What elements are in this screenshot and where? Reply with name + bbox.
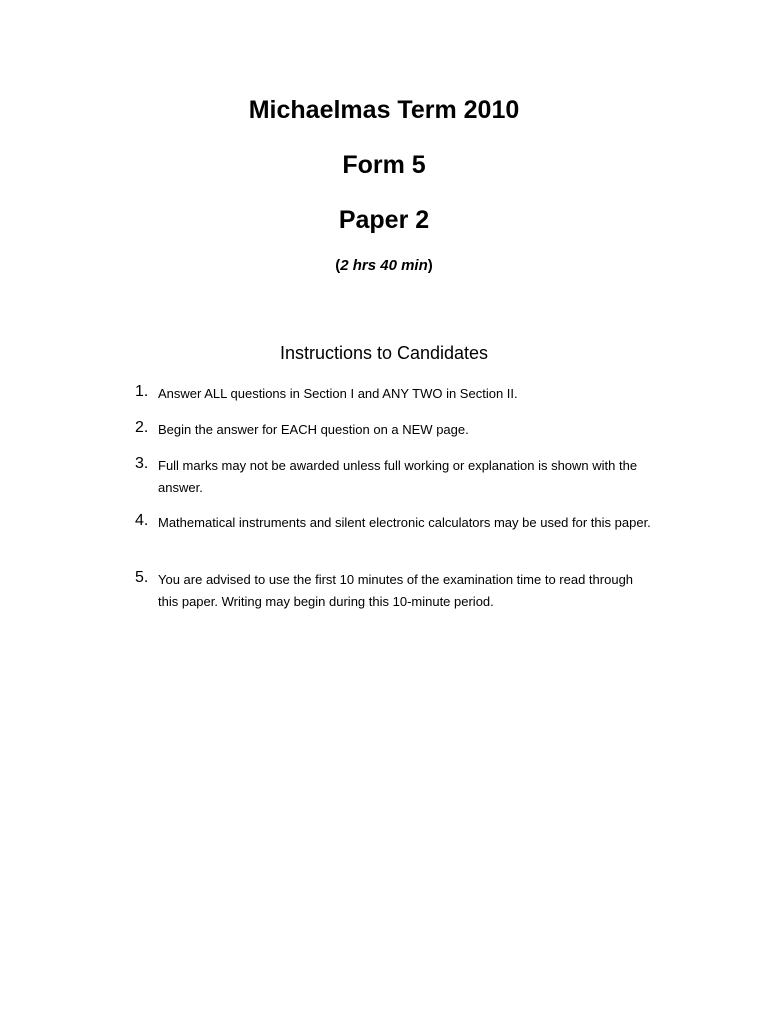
instruction-number: 3. — [135, 455, 149, 472]
instruction-text: Mathematical instruments and silent electronic calculators may be used for this paper. — [158, 515, 651, 530]
exam-form-title: Form 5 — [342, 151, 426, 179]
instruction-number: 4. — [135, 512, 149, 529]
instruction-text: You are advised to use the first 10 minutes of the examination time to read through this paper. Writing may begin during this 10-minute period. — [158, 572, 634, 609]
duration-close-paren: ) — [427, 257, 433, 274]
instruction-number: 1. — [135, 383, 149, 400]
instruction-number: 2. — [135, 419, 149, 436]
exam-paper-title: Paper 2 — [338, 206, 430, 234]
exam-term-title: Michaelmas Term 2010 — [248, 96, 520, 124]
instruction-text: Answer ALL questions in Section I and ANY TWO in Section II. — [158, 386, 518, 401]
duration-text: 2 hrs 40 min — [340, 257, 428, 274]
instructions-heading: Instructions to Candidates — [279, 343, 489, 363]
duration-open-paren: ( — [335, 257, 341, 274]
instruction-number: 5. — [135, 569, 149, 586]
instruction-text: Full marks may not be awarded unless full working or explanation is shown with the answer. — [158, 458, 638, 495]
instruction-text: Begin the answer for EACH question on a NEW page. — [158, 422, 469, 437]
exam-duration — [0, 256, 768, 276]
